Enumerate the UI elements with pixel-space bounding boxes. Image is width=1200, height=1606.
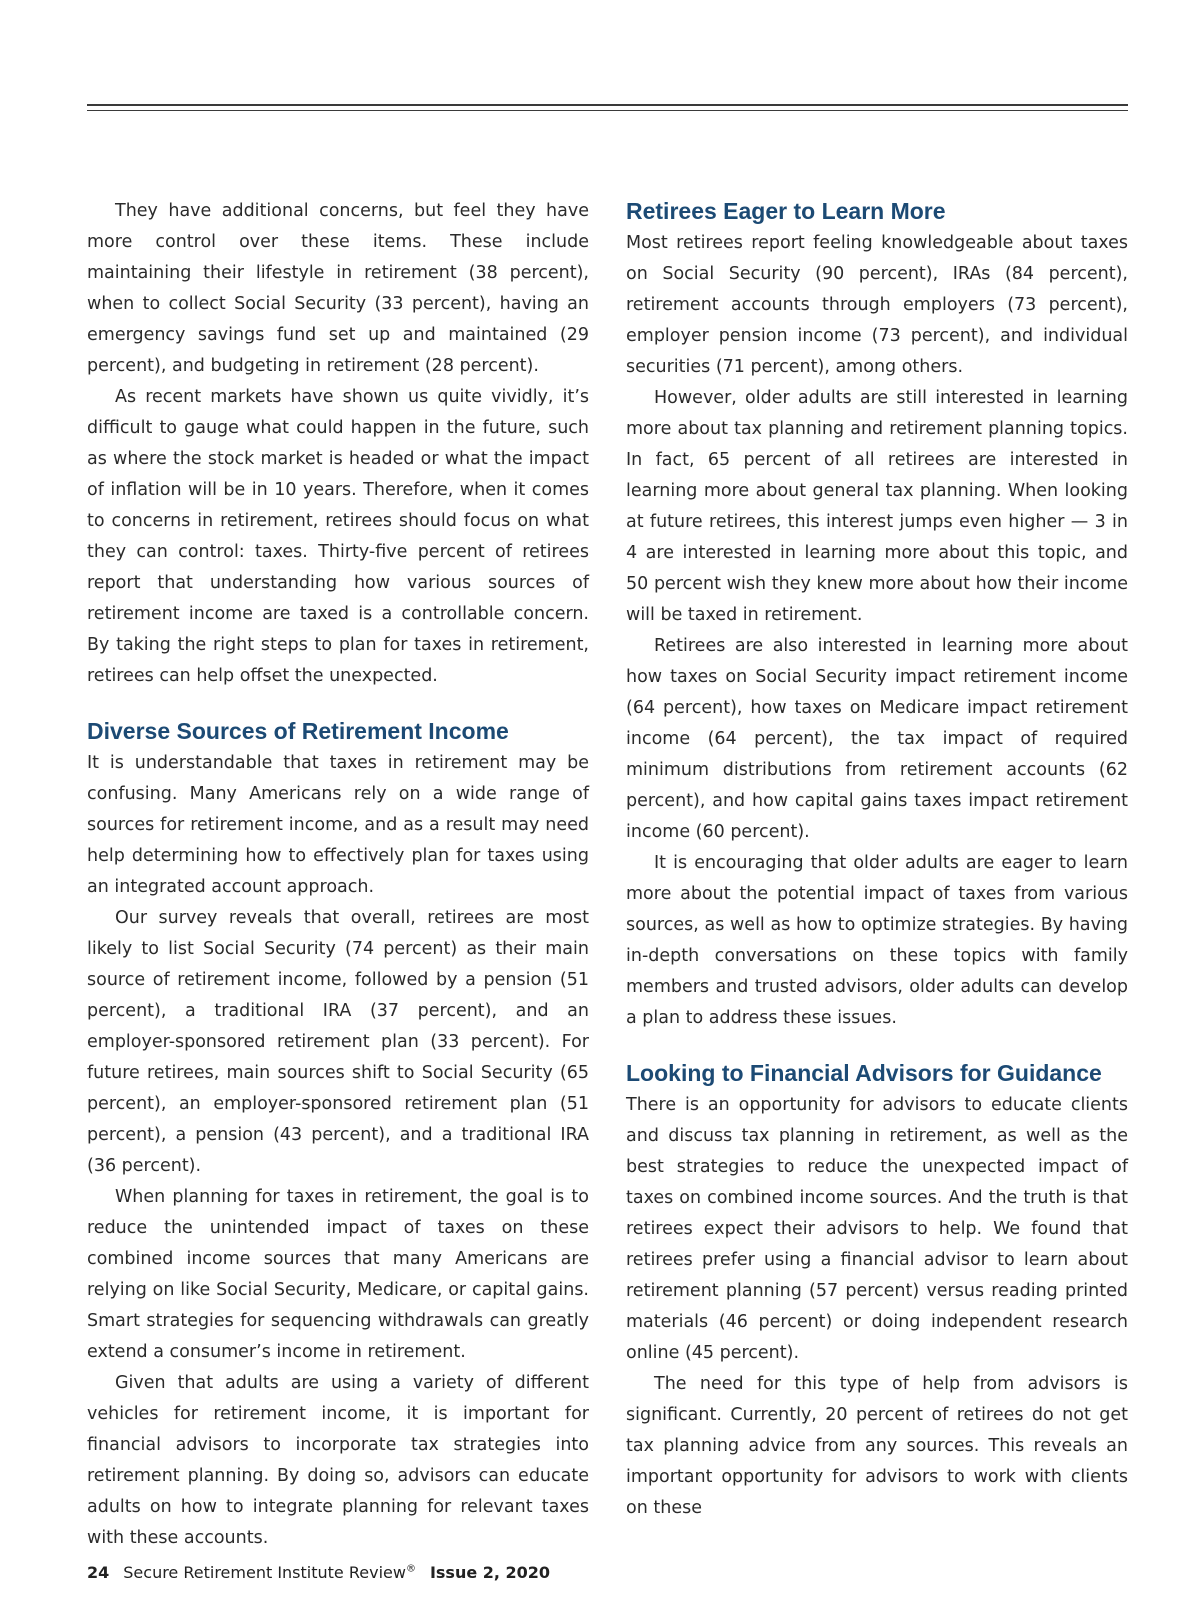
left-paragraph-6: Given that adults are using a variety of different vehicles for retirement income, it is important for financial advisors to incorporate tax strategies into retirement planning. By doing so, advisors can educate adults on how to integrate planning for relevant taxes with these accounts. [87,1373,589,1548]
right-paragraph-1: Most retirees report feeling knowledgeable about taxes on Social Security (90 percent), IRAs (84 percent), retirement accounts through employers (73 percent), employer pension income (73 percent), and individual securities (71 percent), among others. [626,233,1128,377]
right-paragraph-3: Retirees are also interested in learning more about how taxes on Social Security impact retirement income (64 percent), how taxes on Medicare impact retirement income (64 percent), the tax impact of required minimum distributions from retirement accounts (62 percent), and how capital gains taxes impact retirement income (60 percent). [626,636,1128,842]
left-paragraph-3: It is understandable that taxes in retirement may be confusing. Many Americans rely on a wide range of sources for retirement income, and as a result may need help determining how to effectively plan for taxes using an integrated account approach. [87,753,589,897]
header-rule-thick [87,104,1128,106]
right-paragraph-5: There is an opportunity for advisors to educate clients and discuss tax planning in retirement, as well as the best strategies to reduce the unexpected impact of taxes on combined income sources. And the truth is that retirees expect their advisors to help. We found that retirees prefer using a financial advisor to learn about retirement planning (57 percent) versus reading printed materials (46 percent) or doing independent research online (45 percent). [626,1095,1128,1363]
header-rule-thin [87,110,1128,111]
issue-label: Issue 2, 2020 [429,1563,551,1582]
left-paragraph-4: Our survey reveals that overall, retirees are most likely to list Social Security (74 percent) as their main source of retirement income, followed by a pension (51 percent), a traditional IRA (37 percent), and an employer-sponsored retirement plan (33 percent). For future retirees, main sources shift to Social Security (65 percent), an employer-sponsored retirement plan (51 percent), a pension (43 percent), and a traditional IRA (36 percent). [87,908,589,1176]
page-footer [87,1563,550,1582]
left-paragraph-1: They have additional concerns, but feel they have more control over these items. These include maintaining their lifestyle in retirement (38 percent), when to collect Social Security (33 percent), having an emergency savings fund set up and maintained (29 percent), and budgeting in retirement (28 percent). [87,201,589,376]
section-heading-retirees-eager: Retirees Eager to Learn More [626,198,946,224]
right-paragraph-4: It is encouraging that older adults are eager to learn more about the potential impact of taxes from various sources, as well as how to optimize strategies. By having in-depth conversations on these topics with family members and trusted advisors, older adults can develop a plan to address these issues. [626,853,1128,1028]
section-heading-diverse-sources: Diverse Sources of Retirement Income [87,718,509,744]
section-heading-financial-advisors: Looking to Financial Advisors for Guidance [626,1060,1102,1086]
left-paragraph-2: As recent markets have shown us quite vividly, it’s difficult to gauge what could happen in the future, such as where the stock market is headed or what the impact of inflation will be in 10 years. Therefore, when it comes to concerns in retirement, retirees should focus on what they can control: taxes. Thirty-five percent of retirees report that understanding how various sources of retirement income are taxed is a controllable concern. By taking the right steps to plan for taxes in retirement, retirees can help offset the unexpected. [87,387,589,686]
right-paragraph-2: However, older adults are still interested in learning more about tax planning and retirement planning topics. In fact, 65 percent of all retirees are interested in learning more about general tax planning. When looking at future retirees, this interest jumps even higher — 3 in 4 are interested in learning more about this topic, and 50 percent wish they knew more about how their income will be taxed in retirement. [626,388,1128,625]
registered-mark: ® [405,1563,416,1575]
left-column [87,196,589,1554]
right-column [626,196,1128,1524]
page-number: 24 [87,1563,110,1582]
left-paragraph-5: When planning for taxes in retirement, the goal is to reduce the unintended impact of taxes on these combined income sources that many Americans are relying on like Social Security, Medicare, or capital gains. Smart strategies for sequencing withdrawals can greatly extend a consumer’s income in retirement. [87,1187,589,1362]
right-paragraph-6: The need for this type of help from advisors is significant. Currently, 20 percent of retirees do not get tax planning advice from any sources. This reveals an important opportunity for advisors to work with clients on these [626,1374,1128,1518]
publication-name: Secure Retirement Institute Review [123,1563,406,1582]
